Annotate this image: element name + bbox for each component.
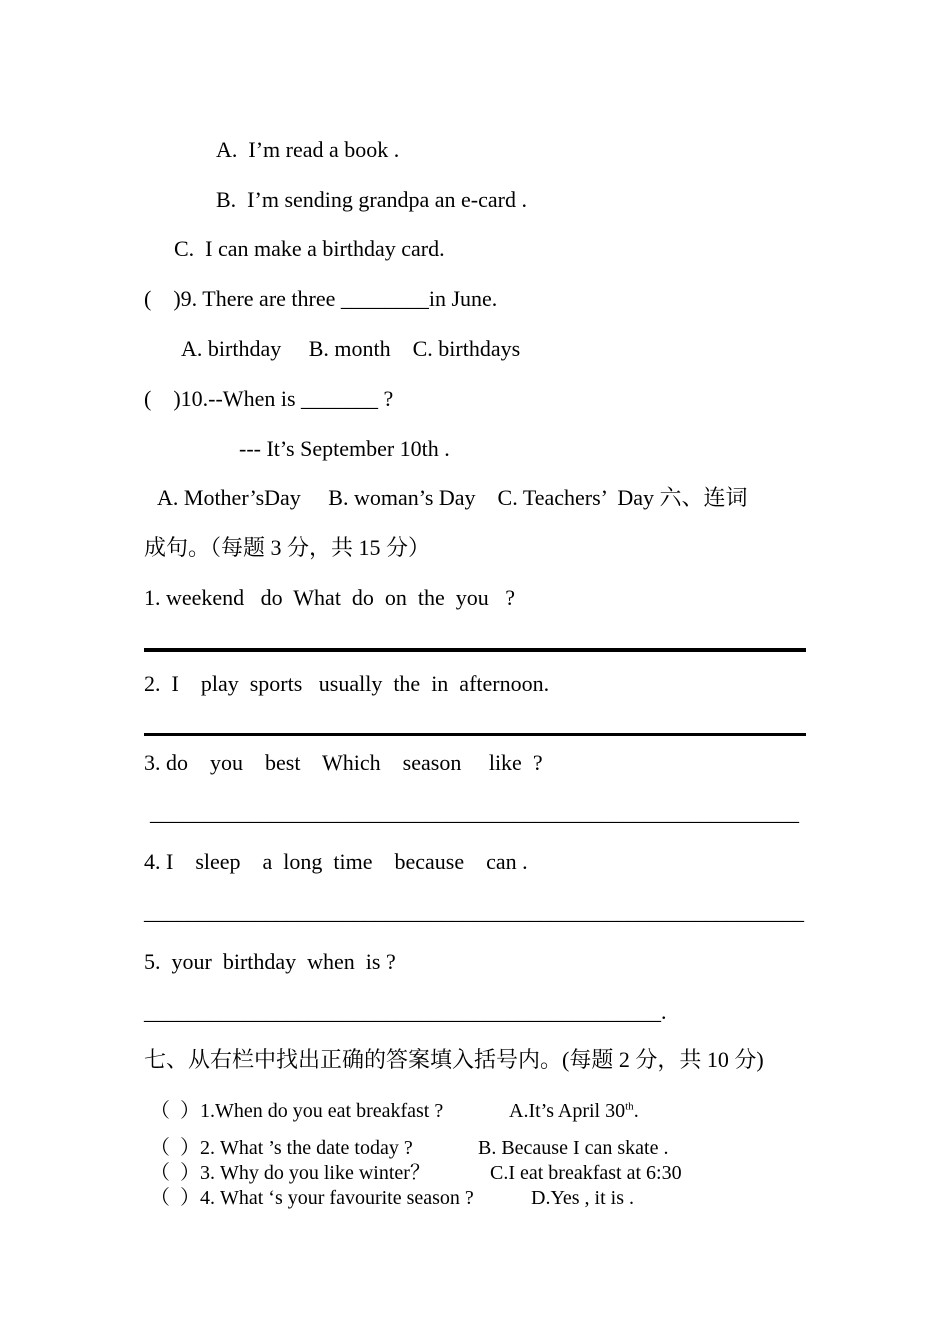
question-10-stem: ( )10.--When is _______ ? [144,386,394,411]
question-9-options: A. birthday B. month C. birthdays [181,336,521,361]
reorder-item-1: 1. weekend do What do on the you ? [144,585,516,610]
answer-line-4: ____________________________________________________________ [144,899,804,924]
option-8a: A. I’m read a book . [216,137,400,162]
question-10-options: A. Mother’sDay B. woman’s Day C. Teachers’ Day 六、连词 [157,485,748,510]
match-left-3: （ ）3. Why do you like winter？ [150,1162,430,1184]
match-right-1-end: . [633,1100,639,1122]
section-7-heading: 七、从右栏中找出正确的答案填入括号内。(每题 2 分，共 10 分) [144,1047,764,1072]
option-8c: C. I can make a birthday card. [174,236,445,261]
reorder-item-4: 4. I sleep a long time because can . [144,849,528,874]
match-right-2: B. Because I can skate . [478,1137,669,1159]
match-left-1: （ ）1.When do you eat breakfast ? [150,1100,444,1122]
option-8b: B. I’m sending grandpa an e-card . [216,187,527,212]
match-right-4: D.Yes , it is . [531,1187,634,1209]
answer-line-3: ___________________________________________________________ [150,800,799,825]
match-left-4: （ ）4. What ‘s your favourite season ? [150,1187,474,1209]
reorder-item-3: 3. do you best Which season like ? [144,750,543,775]
match-right-3: C.I eat breakfast at 6:30 [490,1162,682,1184]
reorder-item-2: 2. I play sports usually the in afternoon. [144,671,550,696]
question-9-stem: ( )9. There are three ________in June. [144,286,498,311]
answer-line-5: _______________________________________________. [144,999,667,1024]
answer-line-1 [144,648,806,652]
section-6-heading: 成句。（每题 3 分，共 15 分） [144,535,431,560]
reorder-item-5: 5. your birthday when is ? [144,949,396,974]
match-right-1 [509,1099,639,1123]
answer-line-2 [144,733,806,736]
match-right-1-sup: th [625,1100,634,1113]
question-10-answer: --- It’s September 10th . [239,436,450,461]
match-left-2: （ ）2. What ’s the date today ? [150,1137,413,1159]
match-right-1-text: A.It’s April 30 [509,1100,626,1122]
